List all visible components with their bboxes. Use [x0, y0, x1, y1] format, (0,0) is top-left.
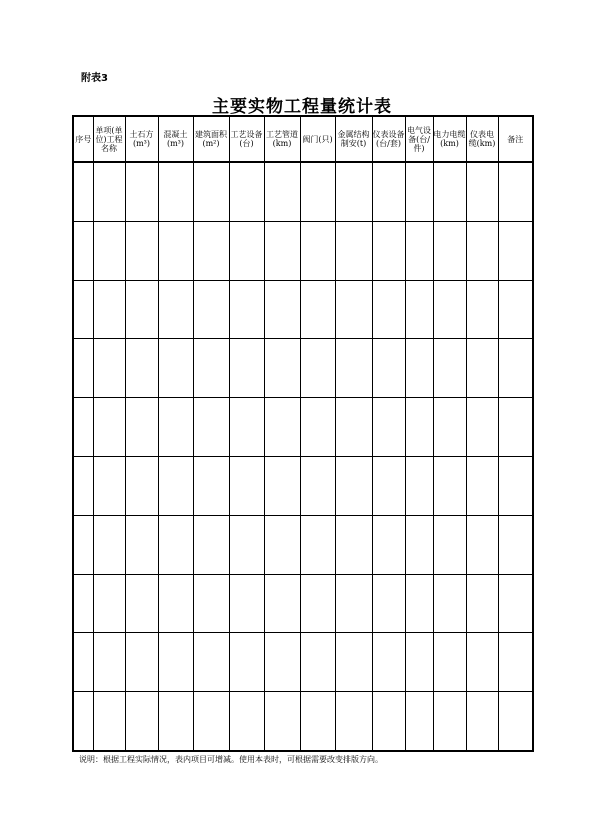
table-row — [73, 221, 533, 280]
table-cell — [193, 456, 229, 515]
table-cell — [264, 633, 300, 692]
table-cell — [193, 398, 229, 457]
table-cell — [264, 692, 300, 751]
table-cell — [466, 456, 498, 515]
statistics-table — [72, 115, 534, 752]
table-cell — [466, 280, 498, 339]
table-cell — [73, 221, 93, 280]
table-cell — [405, 162, 433, 221]
table-cell — [264, 339, 300, 398]
table-cell — [229, 280, 264, 339]
table-cell — [372, 221, 405, 280]
table-cell — [93, 456, 125, 515]
table-cell — [93, 515, 125, 574]
table-cell — [433, 280, 466, 339]
table-cell — [466, 515, 498, 574]
table-cell — [229, 692, 264, 751]
table-cell — [433, 574, 466, 633]
table-cell — [405, 280, 433, 339]
table-cell — [93, 339, 125, 398]
table-cell — [73, 280, 93, 339]
table-cell — [300, 398, 335, 457]
table-cell — [158, 515, 193, 574]
table-cell — [405, 515, 433, 574]
table-cell — [498, 456, 533, 515]
table-cell — [193, 162, 229, 221]
table-cell — [498, 162, 533, 221]
table-cell — [264, 280, 300, 339]
table-cell — [335, 456, 372, 515]
table-cell — [125, 456, 158, 515]
table-cell — [466, 574, 498, 633]
table-row — [73, 515, 533, 574]
table-cell — [405, 456, 433, 515]
table-cell — [193, 515, 229, 574]
table-cell — [405, 221, 433, 280]
table-cell — [73, 633, 93, 692]
table-row — [73, 574, 533, 633]
table-cell — [498, 515, 533, 574]
table-cell — [405, 633, 433, 692]
table-cell — [466, 162, 498, 221]
table-cell — [300, 692, 335, 751]
table-cell — [498, 221, 533, 280]
table-cell — [498, 574, 533, 633]
table-cell — [372, 515, 405, 574]
col-header-instrument-equipment: 仪表设备(台/套) — [372, 116, 405, 162]
table-row — [73, 692, 533, 751]
col-header-index: 序号 — [73, 116, 93, 162]
table-cell — [193, 633, 229, 692]
table-cell — [93, 398, 125, 457]
table-cell — [125, 162, 158, 221]
table-cell — [229, 339, 264, 398]
table-cell — [229, 456, 264, 515]
table-cell — [93, 280, 125, 339]
table-cell — [300, 280, 335, 339]
table-cell — [433, 456, 466, 515]
table-cell — [264, 515, 300, 574]
appendix-label: 附表3 — [81, 73, 108, 84]
footnote: 说明：根据工程实际情况，表内项目可增减。使用本表时，可根据需要改变排版方向。 — [79, 755, 383, 764]
table-cell — [498, 692, 533, 751]
table-cell — [125, 221, 158, 280]
table-cell — [73, 398, 93, 457]
table-cell — [498, 339, 533, 398]
table-cell — [93, 633, 125, 692]
table-cell — [229, 398, 264, 457]
col-header-valves: 阀门(只) — [300, 116, 335, 162]
table-cell — [264, 398, 300, 457]
table-row — [73, 633, 533, 692]
col-header-process-equipment: 工艺设备(台) — [229, 116, 264, 162]
table-title: 主要实物工程量统计表 — [212, 97, 392, 117]
table-cell — [300, 574, 335, 633]
table-cell — [93, 692, 125, 751]
table-cell — [433, 633, 466, 692]
table-cell — [93, 162, 125, 221]
table-cell — [300, 221, 335, 280]
table-cell — [498, 633, 533, 692]
table-cell — [158, 339, 193, 398]
table-cell — [193, 692, 229, 751]
table-cell — [73, 456, 93, 515]
table-cell — [264, 162, 300, 221]
table-cell — [300, 456, 335, 515]
table-cell — [264, 574, 300, 633]
table-cell — [372, 456, 405, 515]
col-header-remarks: 备注 — [498, 116, 533, 162]
table-cell — [433, 221, 466, 280]
table-cell — [372, 280, 405, 339]
table-cell — [93, 574, 125, 633]
table-cell — [300, 515, 335, 574]
table-cell — [405, 339, 433, 398]
table-cell — [125, 280, 158, 339]
table-cell — [125, 633, 158, 692]
table-cell — [335, 398, 372, 457]
table-cell — [264, 456, 300, 515]
table-cell — [498, 280, 533, 339]
table-cell — [372, 692, 405, 751]
table-cell — [158, 633, 193, 692]
col-header-instrument-cable: 仪表电缆(km) — [466, 116, 498, 162]
table-cell — [335, 339, 372, 398]
table-cell — [158, 280, 193, 339]
col-header-process-piping: 工艺管道(km) — [264, 116, 300, 162]
table-cell — [125, 692, 158, 751]
table-cell — [125, 515, 158, 574]
table-cell — [193, 339, 229, 398]
table-cell — [335, 515, 372, 574]
table-body — [73, 162, 533, 751]
table-cell — [300, 633, 335, 692]
table-cell — [125, 339, 158, 398]
table-cell — [466, 339, 498, 398]
table-cell — [73, 574, 93, 633]
table-cell — [73, 339, 93, 398]
table-cell — [372, 574, 405, 633]
table-cell — [229, 574, 264, 633]
table-cell — [372, 339, 405, 398]
table-cell — [335, 574, 372, 633]
table-cell — [73, 692, 93, 751]
table-cell — [335, 221, 372, 280]
table-cell — [158, 574, 193, 633]
table-cell — [229, 515, 264, 574]
col-header-power-cable: 电力电缆(km) — [433, 116, 466, 162]
table-cell — [300, 339, 335, 398]
table-cell — [372, 633, 405, 692]
table-cell — [405, 574, 433, 633]
table-cell — [335, 162, 372, 221]
col-header-concrete: 混凝土(m³) — [158, 116, 193, 162]
table-cell — [433, 398, 466, 457]
table-cell — [264, 221, 300, 280]
table-cell — [73, 515, 93, 574]
table-row — [73, 398, 533, 457]
table-cell — [433, 339, 466, 398]
table-cell — [93, 221, 125, 280]
table-cell — [433, 515, 466, 574]
table-cell — [300, 162, 335, 221]
table-row — [73, 280, 533, 339]
col-header-metal-structure: 金属结构制安(t) — [335, 116, 372, 162]
table-cell — [466, 633, 498, 692]
table-cell — [158, 221, 193, 280]
table-row — [73, 456, 533, 515]
col-header-electrical-equipment: 电气设备(台/件) — [405, 116, 433, 162]
table-row — [73, 162, 533, 221]
table-cell — [466, 398, 498, 457]
table-cell — [335, 692, 372, 751]
table-cell — [466, 221, 498, 280]
table-cell — [498, 398, 533, 457]
table-cell — [433, 162, 466, 221]
col-header-project-name: 单项(单位)工程名称 — [93, 116, 125, 162]
table-cell — [229, 162, 264, 221]
table-cell — [158, 398, 193, 457]
table-cell — [405, 692, 433, 751]
table-cell — [125, 398, 158, 457]
table-cell — [193, 280, 229, 339]
table-cell — [193, 221, 229, 280]
table-cell — [158, 456, 193, 515]
table-cell — [372, 398, 405, 457]
table-cell — [229, 633, 264, 692]
table-cell — [335, 633, 372, 692]
col-header-building-area: 建筑面积(m²) — [193, 116, 229, 162]
table-cell — [125, 574, 158, 633]
table-cell — [466, 692, 498, 751]
table-row — [73, 339, 533, 398]
table-cell — [73, 162, 93, 221]
table-cell — [229, 221, 264, 280]
table-cell — [158, 162, 193, 221]
col-header-earthwork: 土石方(m³) — [125, 116, 158, 162]
header-row — [73, 116, 533, 162]
table-cell — [405, 398, 433, 457]
table-cell — [335, 280, 372, 339]
table-cell — [372, 162, 405, 221]
table-cell — [193, 574, 229, 633]
table-cell — [158, 692, 193, 751]
table-cell — [433, 692, 466, 751]
